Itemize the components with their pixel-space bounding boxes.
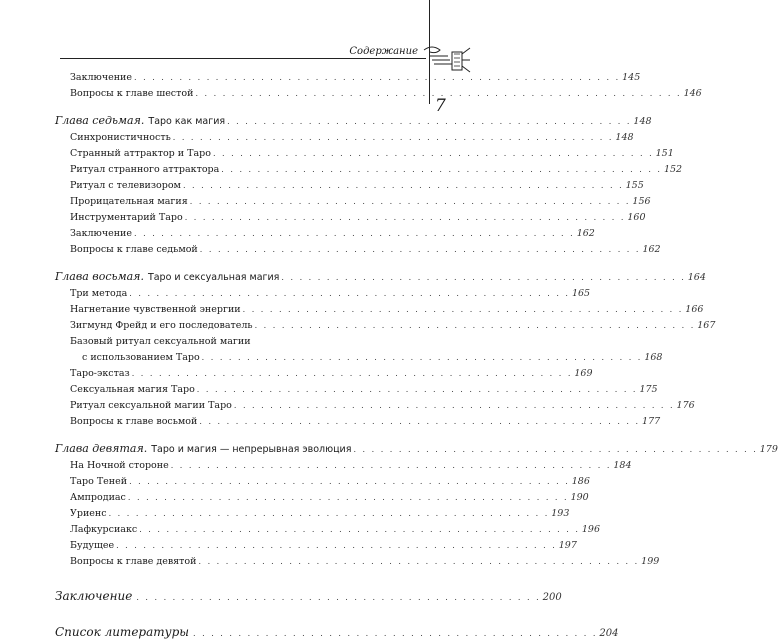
dot-leader: . . . . . . . . . . . . . . . . . . . . . . . . . . . . . . . . . . . . . . . . . . . . . . . . . . . . . . xyxy=(134,73,621,82)
toc-entry-label: Нагнетание чувственной энергии xyxy=(70,304,241,315)
toc-entry[interactable] xyxy=(55,490,589,506)
toc-entry[interactable] xyxy=(55,162,683,178)
toc-entry-page: 146 xyxy=(683,88,702,99)
dot-leader: . . . . . . . . . . . . . . . . . . . . . . . . . . . . . . . . . . . . . . . . . . . . . . . . . xyxy=(189,197,631,206)
dot-leader: . . . . . . . . . . . . . . . . . . . . . . . . . . . . . . . . . . . . . . . . . . . . . . . . . xyxy=(139,525,580,534)
dot-leader: . . . . . . . . . . . . . . . . . . . . . . . . . . . . . . . . . . . . . . . . . . . . . . . . . . . . . . xyxy=(195,89,682,98)
toc-entry-label: Таро Теней xyxy=(70,476,128,487)
toc-entry[interactable] xyxy=(55,506,570,522)
toc-conclusion[interactable] xyxy=(55,586,562,606)
toc-entry-label: Вопросы к главе восьмой xyxy=(70,416,198,427)
toc-entry-page: 176 xyxy=(676,400,695,411)
toc-entry[interactable] xyxy=(55,318,716,334)
toc-entry[interactable] xyxy=(55,398,695,414)
bibliography-label: Список литературы xyxy=(55,625,190,639)
toc-entry[interactable] xyxy=(55,382,658,398)
toc-entry-label: Будущее xyxy=(70,540,115,551)
toc-entry-label: Инструментарий Таро xyxy=(70,212,183,223)
toc-entry[interactable] xyxy=(55,474,590,490)
toc-entry[interactable] xyxy=(55,194,651,210)
dot-leader: . . . . . . . . . . . . . . . . . . . . . . . . . . . . . . . . . . . . . . . . . . . . . . . . . xyxy=(233,401,675,410)
dot-leader: . . . . . . . . . . . . . . . . . . . . . . . . . . . . . . . . . . . . . . . . . . . . . . . . . xyxy=(131,369,573,378)
toc-entry[interactable] xyxy=(55,366,593,382)
toc-entry-page: 186 xyxy=(571,476,590,487)
dot-leader: . . . . . . . . . . . . . . . . . . . . . . . . . . . . . . . . . . . . . . . . . . . . . . . . . xyxy=(199,245,641,254)
toc-entry-label: Лафкурсиакс xyxy=(70,524,138,535)
toc-entry-label: Странный аттрактор и Таро xyxy=(70,148,211,159)
chapter-page: 179 xyxy=(759,444,778,455)
toc-entry-page: 166 xyxy=(685,304,704,315)
chapter-page: 164 xyxy=(687,272,706,283)
toc-entry-line1[interactable] xyxy=(55,334,405,350)
toc-entry[interactable] xyxy=(55,522,601,538)
chapter-page: 148 xyxy=(633,116,652,127)
toc-entry-page: 162 xyxy=(576,228,595,239)
toc-entry-page: 148 xyxy=(615,132,634,143)
toc-entry-label: Синхронистичность xyxy=(70,132,171,143)
toc-entry-label: Зигмунд Фрейд и его последователь xyxy=(70,320,253,331)
toc-entry[interactable] xyxy=(55,554,660,570)
dot-leader: . . . . . . . . . . . . . . . . . . . . . . . . . . . . . . . . . . . . . . . . . . . . . . . . . xyxy=(172,133,614,142)
toc-entry[interactable] xyxy=(55,86,702,102)
toc-entry-label: Ритуал с телевизором xyxy=(70,180,181,191)
toc-entry-label: Три метода xyxy=(70,288,128,299)
dot-leader: . . . . . . . . . . . . . . . . . . . . . . . . . . . . . . . . . . . . . . . . . . . . . . . . . xyxy=(212,149,654,158)
dot-leader: . . . . . . . . . . . . . . . . . . . . . . . . . . . . . . . . . . . . . . . . . . . . . xyxy=(193,629,598,638)
toc-entry-label: Ампродиас xyxy=(70,492,126,503)
dot-leader: . . . . . . . . . . . . . . . . . . . . . . . . . . . . . . . . . . . . . . . . . . . . . . . . . xyxy=(129,289,570,298)
toc-entry-page: 184 xyxy=(613,460,632,471)
toc-entry-page: 169 xyxy=(574,368,593,379)
toc-entry-label: Ритуал сексуальной магии Таро xyxy=(70,400,232,411)
toc-entry-label: Ритуал странного аттрактора xyxy=(70,164,220,175)
chapter-heading-9[interactable] xyxy=(55,440,778,458)
toc-entry-page: 190 xyxy=(570,492,589,503)
dot-leader: . . . . . . . . . . . . . . . . . . . . . . . . . . . . . . . . . . . . . . . . . . . . . . . . . xyxy=(184,213,626,222)
toc-entry-label: Заключение xyxy=(70,72,133,83)
toc-entry-label: Заключение xyxy=(70,228,133,239)
toc-entry[interactable] xyxy=(55,130,634,146)
toc-entry-page: 193 xyxy=(551,508,570,519)
toc-entry-page: 156 xyxy=(632,196,651,207)
toc-entry-page: 152 xyxy=(663,164,683,175)
toc-entry-label: Прорицательная магия xyxy=(70,196,188,207)
page-number: 7 xyxy=(435,96,446,116)
toc-entry-page: 155 xyxy=(625,180,644,191)
dot-leader: . . . . . . . . . . . . . . . . . . . . . . . . . . . . . . . . . . . . . . . . . . . . . . . . . xyxy=(116,541,557,550)
toc-entry-label: На Ночной стороне xyxy=(70,460,169,471)
toc-entry-label: Вопросы к главе шестой xyxy=(70,88,194,99)
conclusion-label: Заключение xyxy=(55,589,133,603)
dot-leader: . . . . . . . . . . . . . . . . . . . . . . . . . . . . . . . . . . . . . . . . . . . . . . . . . xyxy=(221,165,662,174)
chapter-title: Таро и сексуальная магия xyxy=(147,272,280,283)
toc-entry[interactable] xyxy=(55,178,644,194)
dot-leader: . . . . . . . . . . . . . . . . . . . . . . . . . . . . . . . . . . . . . . . . . . . . . xyxy=(227,117,632,126)
dot-leader: . . . . . . . . . . . . . . . . . . . . . . . . . . . . . . . . . . . . . . . . . . . . . . . . . xyxy=(198,557,640,566)
toc-entry-label: Таро-экстаз xyxy=(70,368,130,379)
toc-entry-page: 177 xyxy=(642,416,661,427)
toc-entry-page: 196 xyxy=(581,524,601,535)
dot-leader: . . . . . . . . . . . . . . . . . . . . . . . . . . . . . . . . . . . . . . . . . . . . . xyxy=(353,445,758,454)
toc-entry-page: 145 xyxy=(622,72,641,83)
dot-leader: . . . . . . . . . . . . . . . . . . . . . . . . . . . . . . . . . . . . . . . . . . . . . . . . . xyxy=(129,477,570,486)
toc-entry[interactable] xyxy=(55,414,661,430)
toc-entry[interactable] xyxy=(55,458,632,474)
toc-entry-page: 160 xyxy=(627,212,646,223)
toc-entry-label: Уриенс xyxy=(70,508,107,519)
toc-entry[interactable] xyxy=(55,286,591,302)
toc-entry[interactable] xyxy=(55,242,661,258)
chapter-title: Таро как магия xyxy=(148,116,226,127)
dot-leader: . . . . . . . . . . . . . . . . . . . . . . . . . . . . . . . . . . . . . . . . . . . . . . . . . xyxy=(127,493,569,502)
toc-entry[interactable] xyxy=(55,538,577,554)
toc-entry-label: Базовый ритуал сексуальной магии xyxy=(70,336,251,347)
header-rule xyxy=(60,58,426,59)
toc-entry-page: 197 xyxy=(558,540,577,551)
chapter-title: Таро и магия — непрерывная эволюция xyxy=(151,444,352,455)
toc-entry-page: 168 xyxy=(644,352,663,363)
toc-entry-label: Вопросы к главе девятой xyxy=(70,556,197,567)
bibliography-page: 204 xyxy=(599,628,619,639)
toc-bibliography[interactable] xyxy=(55,622,619,642)
conclusion-page: 200 xyxy=(542,592,562,603)
toc-entry-page: 175 xyxy=(639,384,658,395)
dot-leader: . . . . . . . . . . . . . . . . . . . . . . . . . . . . . . . . . . . . . . . . . . . . . xyxy=(136,593,541,602)
toc-entry-page: 199 xyxy=(641,556,660,567)
dot-leader: . . . . . . . . . . . . . . . . . . . . . . . . . . . . . . . . . . . . . . . . . . . . . . . . . xyxy=(199,417,641,426)
chapter-heading-7[interactable] xyxy=(55,112,652,130)
dot-leader: . . . . . . . . . . . . . . . . . . . . . . . . . . . . . . . . . . . . . . . . . . . . . . . . . xyxy=(108,509,550,518)
toc-entry-label: Вопросы к главе седьмой xyxy=(70,244,198,255)
chapter-heading-8[interactable] xyxy=(55,268,706,286)
toc-entry[interactable] xyxy=(55,146,674,162)
table-of-contents xyxy=(55,70,778,642)
dot-leader: . . . . . . . . . . . . . . . . . . . . . . . . . . . . . . . . . . . . . . . . . . . . . . . . . xyxy=(254,321,696,330)
chapter-number: Глава восьмая. xyxy=(55,270,144,283)
toc-entry-page: 165 xyxy=(571,288,591,299)
toc-entry-label: Сексуальная магия Таро xyxy=(70,384,195,395)
toc-entry[interactable] xyxy=(55,210,646,226)
dot-leader: . . . . . . . . . . . . . . . . . . . . . . . . . . . . . . . . . . . . . . . . . . . . . . . . . xyxy=(242,305,684,314)
toc-entry[interactable] xyxy=(55,226,595,242)
toc-entry[interactable] xyxy=(55,302,704,318)
running-header-title: Содержание xyxy=(349,46,418,57)
toc-entry-page: 167 xyxy=(697,320,716,331)
toc-entry-page: 151 xyxy=(655,148,674,159)
toc-entry[interactable] xyxy=(55,70,641,86)
dot-leader: . . . . . . . . . . . . . . . . . . . . . . . . . . . . . . . . . . . . . . . . . . . . . . . . . xyxy=(201,353,643,362)
dot-leader: . . . . . . . . . . . . . . . . . . . . . . . . . . . . . . . . . . . . . . . . . . . . . . . . . xyxy=(170,461,612,470)
dot-leader: . . . . . . . . . . . . . . . . . . . . . . . . . . . . . . . . . . . . . . . . . . . . . . . . . xyxy=(134,229,575,238)
toc-entry-line2[interactable] xyxy=(55,350,663,366)
chapter-number: Глава девятая. xyxy=(55,442,148,455)
dot-leader: . . . . . . . . . . . . . . . . . . . . . . . . . . . . . . . . . . . . . . . . . . . . . xyxy=(281,273,686,282)
dot-leader: . . . . . . . . . . . . . . . . . . . . . . . . . . . . . . . . . . . . . . . . . . . . . . . . . xyxy=(196,385,638,394)
dot-leader: . . . . . . . . . . . . . . . . . . . . . . . . . . . . . . . . . . . . . . . . . . . . . . . . . xyxy=(182,181,624,190)
chapter-number: Глава седьмая. xyxy=(55,114,145,127)
toc-entry-page: 162 xyxy=(642,244,661,255)
toc-entry-label: с использованием Таро xyxy=(82,352,200,363)
